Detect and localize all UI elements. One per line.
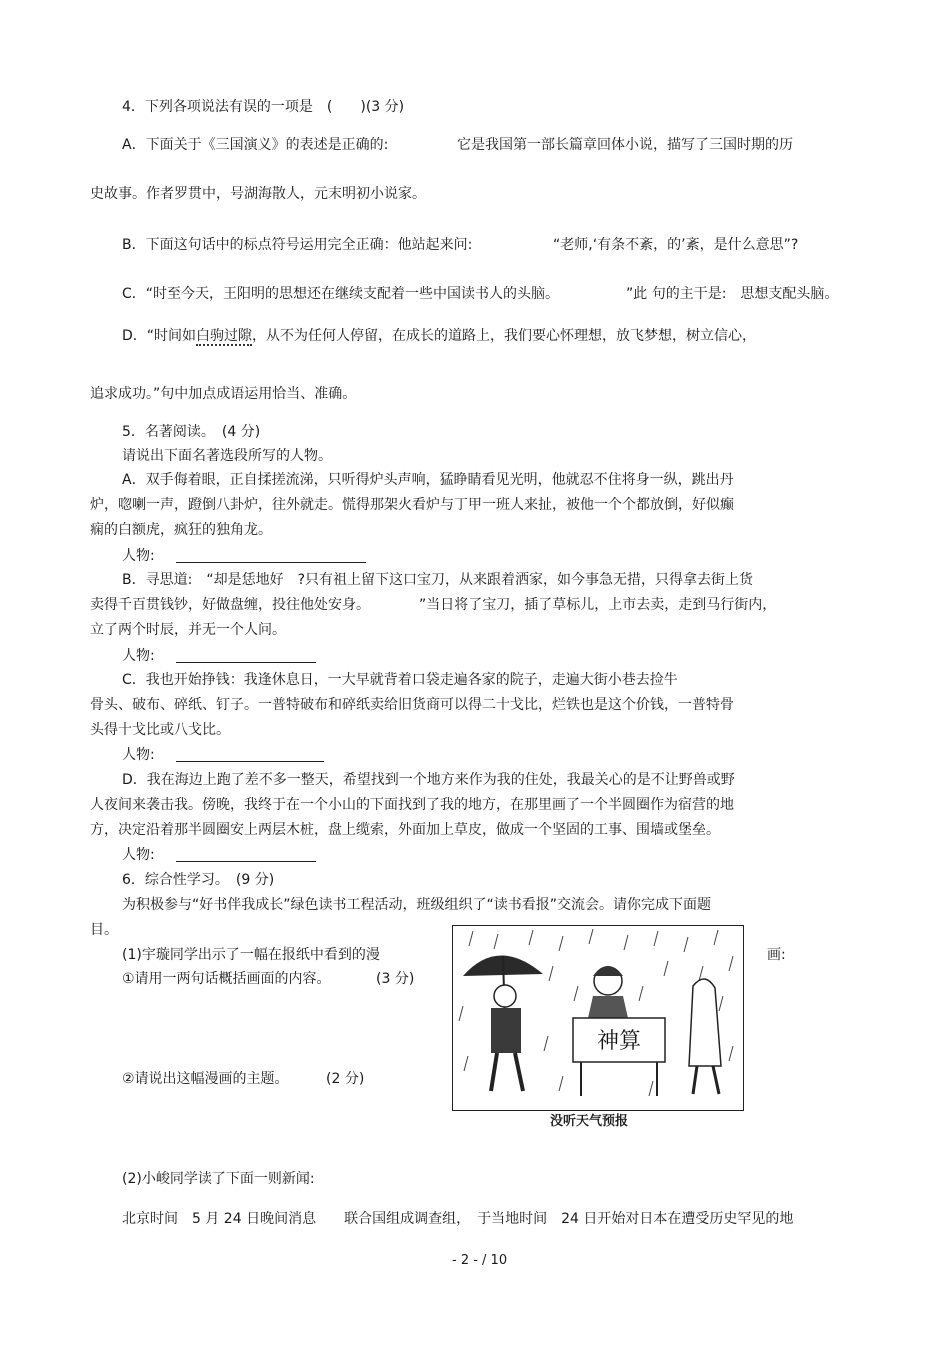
q4-option-d-prefix: D．“时间如 xyxy=(122,328,197,344)
q4-option-d-line1 xyxy=(122,327,756,345)
cartoon-caption: 没听天气预报 xyxy=(550,1114,629,1129)
cartoon-image xyxy=(452,925,744,1111)
q5-d-person-label: 人物: xyxy=(122,847,155,863)
q5-b-line1: B．寻思道: “却是恁地好 ?只有祖上留下这口宝刀，从来跟着洒家，如今事急无措，只得拿去街上货 xyxy=(122,572,754,588)
q6-part1: (1)宇璇同学出示了一幅在报纸中看到的漫 xyxy=(122,947,380,963)
q5-intro: 请说出下面名著选段所写的人物。 xyxy=(122,448,332,464)
q6-part1-a-score: (3 分) xyxy=(376,971,415,987)
q5-c-person-label: 人物: xyxy=(122,747,155,763)
q5-b-line3: 立了两个时辰，并无一个人问。 xyxy=(90,622,286,638)
q6-part2: (2)小峻同学读了下面一则新闻: xyxy=(122,1171,315,1187)
page-number: - 2 - / 10 xyxy=(452,1253,508,1268)
q4-option-b-line1: B．下面这句话中的标点符号运用完全正确：他站起来问: xyxy=(122,237,473,253)
q5-d-line3: 方，决定沿着那半圆圈安上两层木桩，盘上缆索，外面加上草皮，做成一个坚固的工事、围墙或堡垒。 xyxy=(90,822,720,838)
q5-b-line2: 卖得千百贯钱钞，好做盘缠，投往他处安身。 xyxy=(90,597,370,613)
q4-title: 4．下列各项说法有误的一项是 ( )(3 分) xyxy=(122,99,405,115)
q6-intro-line1: 为积极参与“好书伴我成长”绿色读书工程活动，班级组织了“读书看报”交流会。请你完成下面题 xyxy=(122,897,712,913)
q4-option-a-line1-cont: 它是我国第一部长篇章回体小说，描写了三国时期的历 xyxy=(457,137,793,153)
q5-a-line1: A．双手侮着眼，正自揉搓流涕，只听得炉头声响，猛睁睛看见光明，他就忍不住将身一纵，跳出丹 xyxy=(122,472,734,488)
q4-option-a-line1: A．下面关于《三国演义》的表述是正确的: xyxy=(122,137,389,153)
q5-b-answer-blank[interactable] xyxy=(176,662,316,663)
q5-a-line3: 痫的白额虎，疯狂的独角龙。 xyxy=(90,522,272,538)
q5-a-person-label: 人物: xyxy=(122,548,155,564)
q6-part1-b-score: (2 分) xyxy=(326,1071,365,1087)
q4-option-c-line1: C．“时至今天，王阳明的思想还在继续支配着一些中国读书人的头脑。 xyxy=(122,286,560,302)
q5-a-line2: 炉，唿喇一声，蹬倒八卦炉，往外就走。慌得那架火看炉与丁甲一班人来扯，被他一个个都放倒，好似癫 xyxy=(90,497,734,513)
q4-option-d-dotted-idiom: 白驹过隙 xyxy=(196,328,253,344)
q5-b-line2-cont: ”当日将了宝刀，插了草标儿，上市去卖，走到马行街内， xyxy=(419,597,777,613)
q4-option-d-suffix: ，从不为任何人停留，在成长的道路上，我们要心怀理想，放飞梦想，树立信心， xyxy=(252,328,757,344)
q6-part2-news: 北京时间 5 月 24 日晚间消息 联合国组成调查组， 于当地时间 24 日开始对日本在遭受历史罕见的地 xyxy=(122,1211,794,1227)
q5-c-line2: 骨头、破布、碎纸、钉子。一普特破布和碎纸卖给旧货商可以得二十戈比，烂铁也是这个价钱，一普特骨 xyxy=(90,697,734,713)
q4-option-d-line2: 追求成功。”句中加点成语运用恰当、准确。 xyxy=(90,386,357,402)
raincoat-man xyxy=(689,979,721,1094)
q6-part1-end: 画: xyxy=(767,947,786,963)
q6-part1-b: ②请说出这幅漫画的主题。 xyxy=(122,1071,289,1087)
q6-title: 6．综合性学习。 (9 分) xyxy=(122,872,275,888)
q5-d-line2: 人夜间来袭击我。傍晚，我终于在一个小山的下面找到了我的地方，在那里画了一个半圆圈作为宿营的地 xyxy=(90,797,734,813)
cartoon-drawing xyxy=(453,926,743,1110)
q5-title: 5．名著阅读。 (4 分) xyxy=(122,424,261,440)
q5-c-line1: C．我也开始挣钱：我逢休息日，一大早就背着口袋走遍各家的院子，走遍大街小巷去捡牛 xyxy=(122,672,678,688)
q5-b-person-label: 人物: xyxy=(122,648,155,664)
q5-d-line1: D．我在海边上跑了差不多一整天，希望找到一个地方来作为我的住处，我最关心的是不让野兽或野 xyxy=(122,772,735,788)
q5-c-answer-blank[interactable] xyxy=(176,761,324,762)
q5-a-answer-blank[interactable] xyxy=(176,562,366,563)
q6-part1-a: ①请用一两句话概括画面的内容。 xyxy=(122,971,331,987)
fortune-teller xyxy=(573,966,665,1096)
q5-d-answer-blank[interactable] xyxy=(176,861,316,862)
q4-option-b-quote: “老师,‘有条不紊，的’紊，是什么意思”? xyxy=(553,237,799,253)
q4-option-a-line2: 史故事。作者罗贯中，号湖海散人，元末明初小说家。 xyxy=(90,186,426,202)
q6-intro-line2: 目。 xyxy=(90,922,118,938)
q5-c-line3: 头得十戈比或八戈比。 xyxy=(90,722,230,738)
umbrella-man xyxy=(463,955,543,1091)
q4-option-c-stem: ”此 句的主干是: 思想支配头脑。 xyxy=(626,286,839,302)
fortune-sign-text: 神算 xyxy=(596,1029,642,1054)
